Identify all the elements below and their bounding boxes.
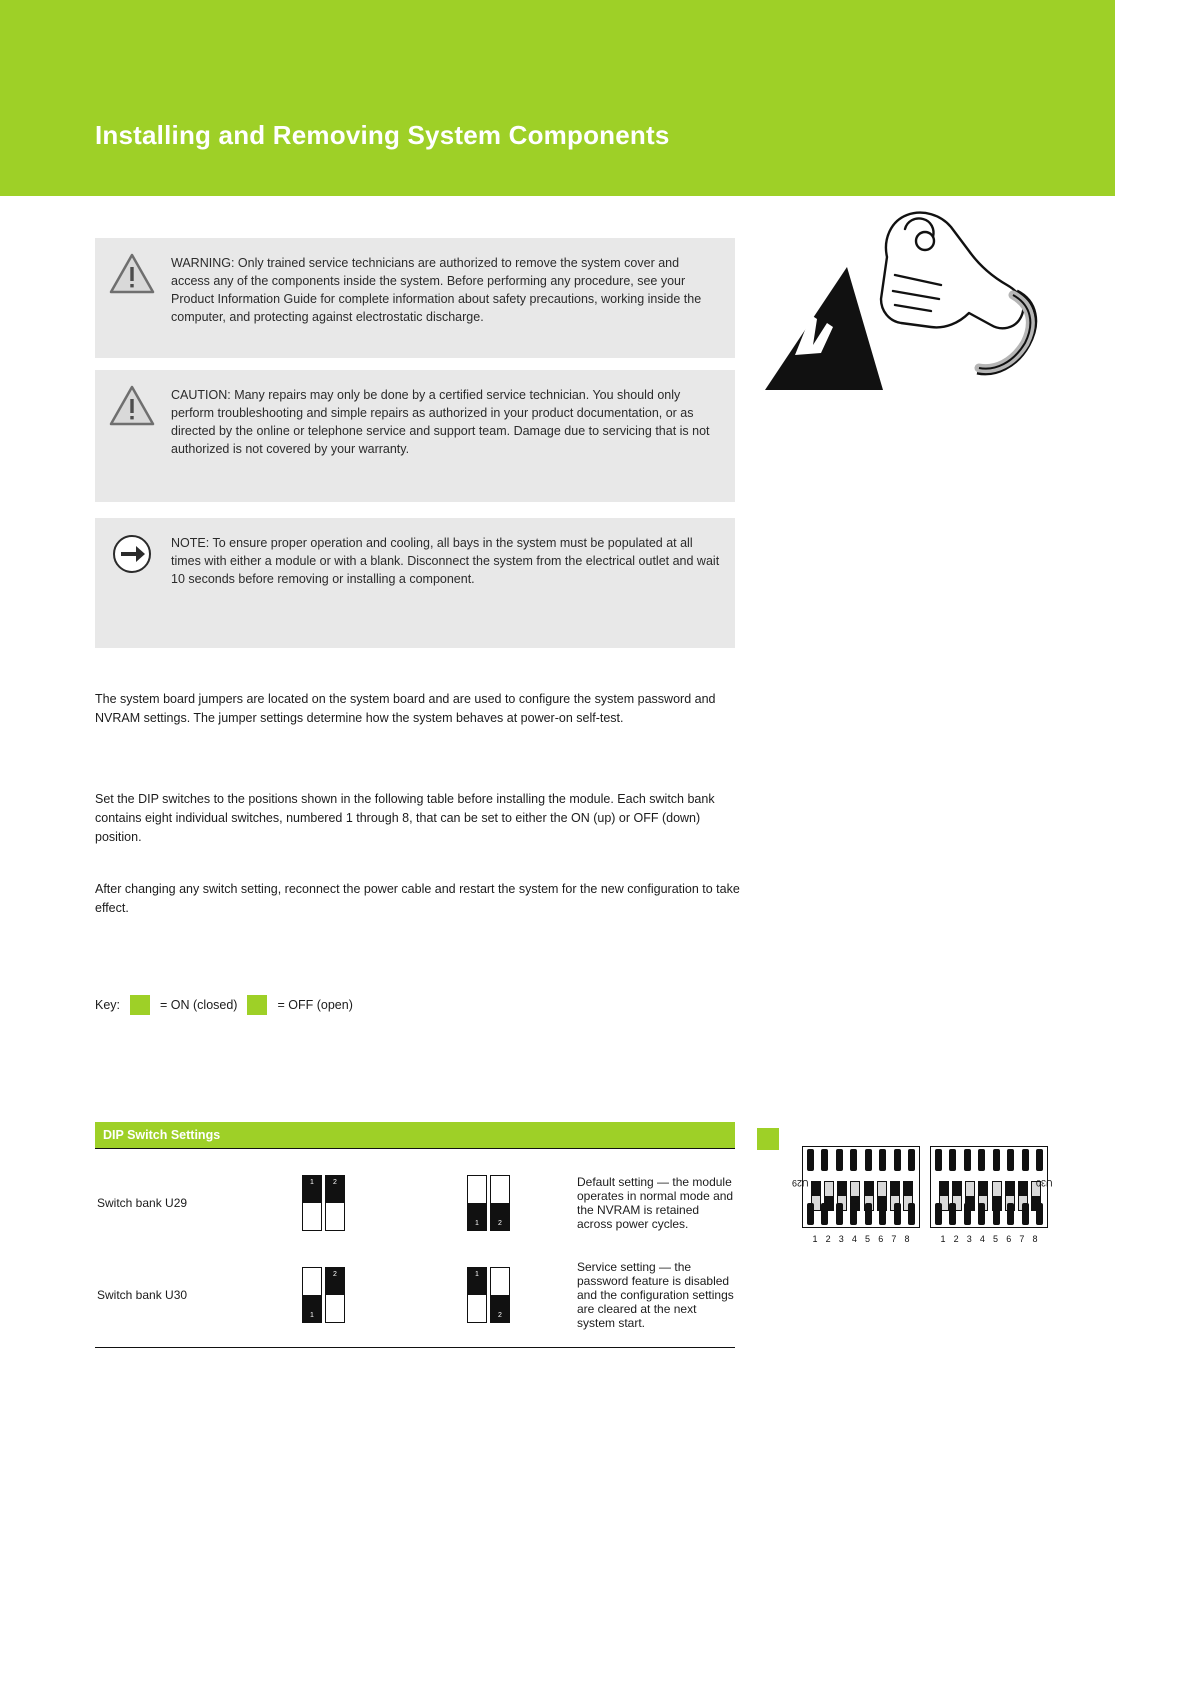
pin <box>978 1203 985 1225</box>
switch-bank-u30 <box>930 1146 1048 1228</box>
body-paragraph-1: The system board jumpers are located on the system board and are used to configure the system password and NVRAM settings. The jumper settings determine how the system behaves at power-on self-test. <box>95 692 716 725</box>
pin <box>879 1149 886 1171</box>
dip-switch-number: 1 <box>310 1312 314 1319</box>
warning-triangle-icon <box>109 252 155 296</box>
switch-number: 5 <box>993 1234 999 1244</box>
table-row-description: Default setting — the module operates in normal mode and the NVRAM is retained across power cycles. <box>577 1175 734 1231</box>
legend <box>95 995 740 1015</box>
pin <box>865 1203 872 1225</box>
switch-bank-u29-label: U29 <box>792 1178 809 1188</box>
page-header-band <box>0 0 1115 196</box>
legend-off-label: = OFF (open) <box>277 998 353 1012</box>
switch-number: 3 <box>966 1234 972 1244</box>
switch-number: 4 <box>851 1234 857 1244</box>
table-title: DIP Switch Settings <box>103 1128 221 1142</box>
table-row-label: Switch bank U30 <box>97 1288 188 1302</box>
switch-number: 7 <box>1019 1234 1025 1244</box>
pin <box>850 1149 857 1171</box>
dip-switch-number: 2 <box>333 1179 337 1186</box>
pins-top <box>803 1149 919 1173</box>
pin <box>1036 1203 1043 1225</box>
table-row-label: Switch bank U29 <box>97 1196 188 1210</box>
table-row <box>95 1249 735 1341</box>
pin <box>978 1149 985 1171</box>
pin <box>879 1203 886 1225</box>
switch-number: 8 <box>904 1234 910 1244</box>
switch-number: 3 <box>838 1234 844 1244</box>
pin <box>821 1149 828 1171</box>
pins-bottom <box>931 1201 1047 1225</box>
dip-switch <box>302 1267 322 1323</box>
switch-number: 7 <box>891 1234 897 1244</box>
pin <box>935 1149 942 1171</box>
callout-text: CAUTION: Many repairs may only be done by a certified service technician. You should only perform troubleshooting and simple repairs as authorized in your product documentation, or as directed by the online or telephone service and support team. Damage due to servicing that is not authorized is not covered by your warranty. <box>171 388 710 457</box>
dip-switch-table <box>95 1122 735 1348</box>
dip-switch-number: 1 <box>475 1220 479 1227</box>
table-row-switch-right <box>412 1175 577 1231</box>
pin <box>821 1203 828 1225</box>
table-row-switch-right <box>412 1267 577 1323</box>
callout-warning-1 <box>95 238 735 358</box>
pin <box>908 1149 915 1171</box>
warning-triangle-icon <box>109 384 155 428</box>
pin <box>908 1203 915 1225</box>
pin <box>993 1203 1000 1225</box>
callout-text: NOTE: To ensure proper operation and cooling, all bays in the system must be populated at all times with either a module or with a blank. Disconnect the system from the electrical outlet and wait 10 seconds before removing or installing a component. <box>171 536 720 587</box>
switch-number: 1 <box>812 1234 818 1244</box>
dip-switch <box>490 1267 510 1323</box>
pins-bottom <box>803 1201 919 1225</box>
table-row-switch-left <box>247 1267 412 1323</box>
dip-switch-number: 1 <box>310 1179 314 1186</box>
dip-switch <box>325 1175 345 1231</box>
page-title: Installing and Removing System Components <box>95 120 670 150</box>
switch-number: 1 <box>940 1234 946 1244</box>
figure-callout-marker <box>757 1128 779 1150</box>
dip-switch-number: 2 <box>498 1312 502 1319</box>
callout-text: WARNING: Only trained service technicians are authorized to remove the system cover and access any of the components inside the system. Before performing any procedure, see your Product Information Guide for complete information about safety precautions, working inside the computer, and protecting against electrostatic discharge. <box>171 256 702 325</box>
dip-switch <box>325 1267 345 1323</box>
pin <box>836 1149 843 1171</box>
switch-number: 6 <box>878 1234 884 1244</box>
switch-bank-u30-numbers <box>938 1234 1040 1244</box>
switch-number: 2 <box>825 1234 831 1244</box>
esd-wrist-strap-illustration <box>755 205 1045 420</box>
switch-number: 8 <box>1032 1234 1038 1244</box>
dip-switch <box>490 1175 510 1231</box>
pin <box>1022 1203 1029 1225</box>
legend-chip-off <box>247 995 267 1015</box>
legend-on-label: = ON (closed) <box>160 998 238 1012</box>
pin <box>935 1203 942 1225</box>
pin <box>1022 1149 1029 1171</box>
dip-switch-number: 2 <box>333 1271 337 1278</box>
table-row-description: Service setting — the password feature is disabled and the configuration settings are cleared at the next system start. <box>577 1260 734 1330</box>
pin <box>850 1203 857 1225</box>
pin <box>894 1203 901 1225</box>
table-header <box>95 1122 735 1148</box>
table-footer-rule <box>95 1347 735 1348</box>
body-paragraph-2: Set the DIP switches to the positions shown in the following table before installing the module. Each switch bank contains eight individual switches, numbered 1 through 8, that can be set to either the ON (up) or OFF (down) position. <box>95 792 715 844</box>
pin <box>1007 1149 1014 1171</box>
pin <box>993 1149 1000 1171</box>
dip-switch-bank-figure <box>790 1120 1060 1270</box>
body-paragraph-3: After changing any switch setting, reconnect the power cable and restart the system for the new configuration to take effect. <box>95 882 740 915</box>
pin <box>1036 1149 1043 1171</box>
pin <box>807 1203 814 1225</box>
switch-number: 6 <box>1006 1234 1012 1244</box>
pins-top <box>931 1149 1047 1173</box>
switch-bank-u29 <box>802 1146 920 1228</box>
table-row-switch-left <box>247 1175 412 1231</box>
pin <box>949 1149 956 1171</box>
pin <box>964 1203 971 1225</box>
dip-switch <box>467 1267 487 1323</box>
switch-number: 2 <box>953 1234 959 1244</box>
pin <box>1007 1203 1014 1225</box>
switch-number: 4 <box>979 1234 985 1244</box>
table-row <box>95 1157 735 1249</box>
switch-number: 5 <box>865 1234 871 1244</box>
dip-switch <box>467 1175 487 1231</box>
pin <box>807 1149 814 1171</box>
pin <box>865 1149 872 1171</box>
callout-note <box>95 518 735 648</box>
pin <box>949 1203 956 1225</box>
dip-switch-number: 1 <box>475 1271 479 1278</box>
pin <box>894 1149 901 1171</box>
legend-prefix: Key: <box>95 998 121 1012</box>
switch-bank-u29-numbers <box>810 1234 912 1244</box>
pin <box>836 1203 843 1225</box>
switch-bank-u30-label: U30 <box>1036 1178 1053 1188</box>
dip-switch-number: 2 <box>498 1220 502 1227</box>
pin <box>964 1149 971 1171</box>
callout-warning-2 <box>95 370 735 502</box>
note-arrow-icon <box>109 532 155 576</box>
dip-switch <box>302 1175 322 1231</box>
legend-chip-on <box>130 995 150 1015</box>
